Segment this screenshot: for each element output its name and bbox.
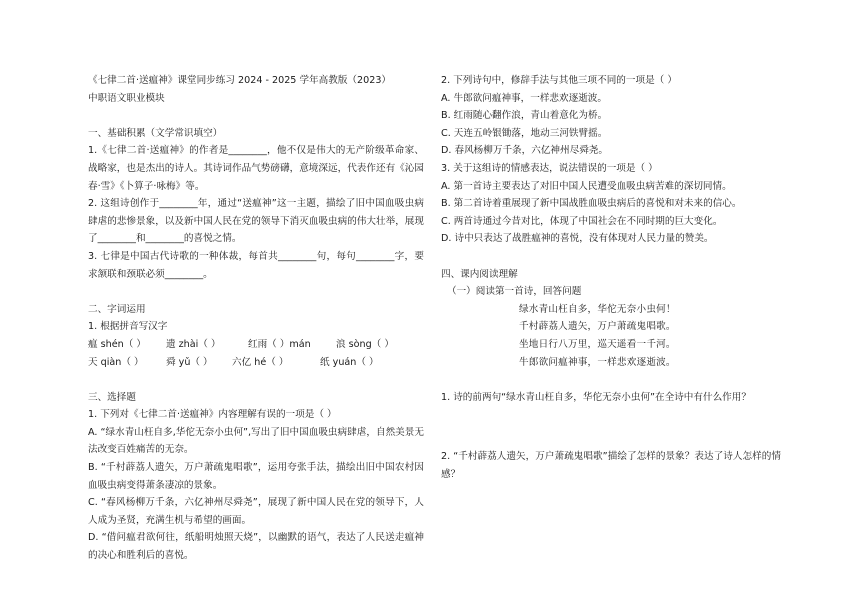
section1-question-3: 3. 七律是中国古代诗歌的一种体裁，每首共________句，每句________字，要求颔联和颈联必须________。 [88,250,424,280]
pinyin-item: 浪 sòng（ ） [336,338,394,350]
doc-title-line1: 《七律二首·送瘟神》课堂同步练习 2024 - 2025 学年高教版（2023） [88,75,392,86]
right-column [441,72,781,483]
poem-line-1: 绿水青山枉自多，华佗无奈小虫何！ [519,303,676,315]
section3-heading: 三、选择题 [88,391,136,403]
pinyin-item: 红雨（ ）mán [248,338,311,350]
pinyin-row-2 [88,354,424,372]
doc-title-line2: 中职语文职业模块 [88,92,165,104]
pinyin-item: 纸 yuán（ ） [320,356,379,368]
q2-option-c: C. 天连五岭银锄落，地动三河铁臂摇。 [441,127,608,139]
reading-question-1: 1. 诗的前两句“绿水青山枉自多，华佗无奈小虫何”在全诗中有什么作用？ [441,391,751,403]
reading-question-2: 2. “千村薜荔人遗矢，万户萧疏鬼唱歌”描绘了怎样的景象？表达了诗人怎样的情感？ [441,451,781,480]
choice-option-b: B. “千村薜荔人遗矢，万户萧疏鬼唱歌”，运用夸张手法，描绘出旧中国农村因血吸虫病变得萧条凄凉的景象。 [88,462,424,491]
poem-line-3: 坐地日行八万里，巡天遥看一千河。 [519,338,676,350]
pinyin-item: 瘟 shén（ ） [88,338,146,350]
q3-option-c: C. 两首诗通过今昔对比，体现了中国社会在不同时期的巨大变化。 [441,215,723,227]
poem-block [441,301,781,371]
poem-line-4: 牛郎欲问瘟神事，一样悲欢逐逝波。 [519,356,676,368]
pinyin-item: 遗 zhài（ ） [166,338,221,350]
q2-option-b: B. 红雨随心翻作浪，青山着意化为桥。 [441,110,608,122]
poem-line-2: 千村薜荔人遗矢，万户萧疏鬼唱歌。 [519,321,676,333]
pinyin-row-1 [88,336,424,354]
choice-option-d: D. “借问瘟君欲何往，纸船明烛照天烧”，以幽默的语气，表达了人民送走瘟神的决心和胜利后的喜悦。 [88,532,424,562]
section2-heading: 二、字词运用 [88,303,146,315]
q2-option-d: D. 春风杨柳万千条，六亿神州尽舜尧。 [441,145,608,157]
pinyin-item: 六亿 hé（ ） [232,356,289,368]
answer-space-1 [441,406,781,448]
choice-question-1: 1. 下列对《七律二首·送瘟神》内容理解有误的一项是（ ） [88,409,337,421]
q3-option-d: D. 诗中只表达了战胜瘟神的喜悦，没有体现对人民力量的赞美。 [441,233,714,245]
section4-heading: 四、课内阅读理解 [441,268,518,280]
q2-option-a: A. 牛郎欲问瘟神事，一样悲欢逐逝波。 [441,92,607,104]
choice-option-c: C. “春风杨柳万千条，六亿神州尽舜尧”，展现了新中国人民在党的领导下，人人成为圣贤，充满生机与希望的画面。 [88,497,424,526]
section1-question-2: 2. 这组诗创作于________年，通过“送瘟神”这一主题，描绘了旧中国血吸虫病肆虐的悲惨景象，以及新中国人民在党的领导下消灭血吸虫病的伟大壮举，展现了________和________的喜悦之情。 [88,198,424,245]
section2-subheading: 1. 根据拼音写汉字 [88,321,168,333]
q3-option-b: B. 第二首诗着重展现了新中国战胜血吸虫病后的喜悦和对未来的信心。 [441,198,742,210]
choice-option-a: A. “绿水青山枉自多,华佗无奈小虫何”,写出了旧中国血吸虫病肆虐，自然美景无法改变百姓痛苦的无奈。 [88,426,424,456]
left-column [88,72,424,565]
section1-question-1: 1.《七律二首·送瘟神》的作者是________，他不仅是伟大的无产阶级革命家、战略家，也是杰出的诗人。其诗词作品气势磅礴，意境深远，代表作还有《沁园春·雪》《卜算子·咏梅》等。 [88,145,424,192]
q3-option-a: A. 第一首诗主要表达了对旧中国人民遭受血吸虫病苦难的深切同情。 [441,180,732,192]
choice-question-3: 3. 关于这组诗的情感表达，说法错误的一项是（ ） [441,162,658,174]
pinyin-item: 舜 yǔ（ ） [166,356,213,368]
section4-subheading: （一）阅读第一首诗，回答问题 [447,286,582,298]
pinyin-item: 天 qiàn（ ） [88,356,144,368]
section1-heading: 一、基础积累（文学常识填空） [88,127,223,139]
choice-question-2: 2. 下列诗句中，修辞手法与其他三项不同的一项是（ ） [441,75,677,86]
